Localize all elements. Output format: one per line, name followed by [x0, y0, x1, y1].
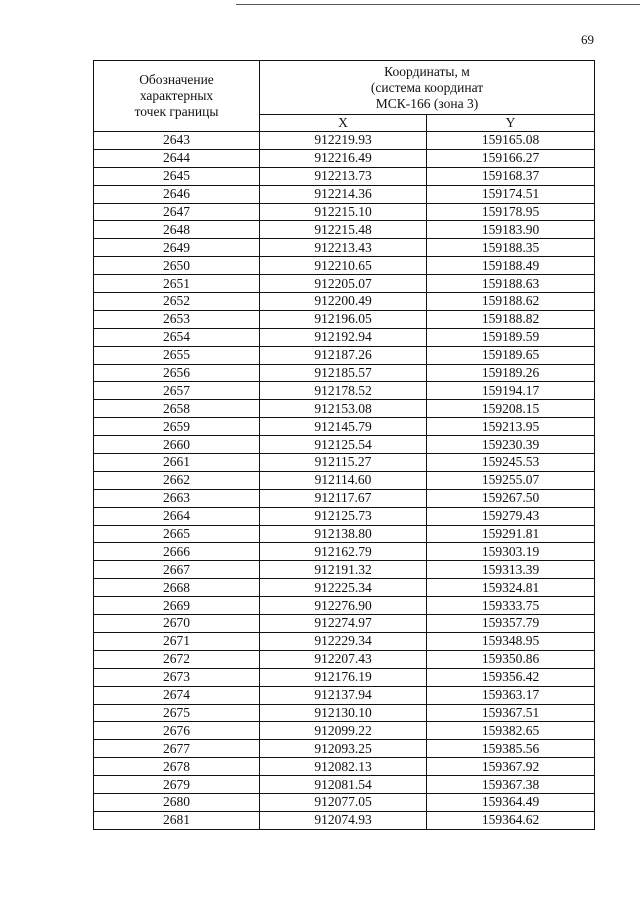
header-x: X: [260, 115, 427, 132]
x-cell: 912214.36: [260, 185, 427, 203]
x-cell: 912082.13: [260, 758, 427, 776]
y-cell: 159188.35: [427, 239, 595, 257]
table-row: [94, 203, 595, 221]
y-cell: 159367.92: [427, 758, 595, 776]
y-cell: 159208.15: [427, 400, 595, 418]
x-cell: 912137.94: [260, 686, 427, 704]
point-id-cell: 2658: [94, 400, 260, 418]
y-cell: 159245.53: [427, 454, 595, 472]
y-cell: 159363.17: [427, 686, 595, 704]
y-cell: 159168.37: [427, 167, 595, 185]
point-id-cell: 2657: [94, 382, 260, 400]
x-cell: 912210.65: [260, 257, 427, 275]
y-cell: 159189.26: [427, 364, 595, 382]
y-cell: 159385.56: [427, 740, 595, 758]
y-cell: 159382.65: [427, 722, 595, 740]
point-id-cell: 2665: [94, 525, 260, 543]
y-cell: 159279.43: [427, 507, 595, 525]
x-cell: 912114.60: [260, 471, 427, 489]
y-cell: 159367.51: [427, 704, 595, 722]
y-cell: 159188.82: [427, 310, 595, 328]
table-row: [94, 811, 595, 829]
x-cell: 912191.32: [260, 561, 427, 579]
x-cell: 912099.22: [260, 722, 427, 740]
point-id-cell: 2677: [94, 740, 260, 758]
y-cell: 159356.42: [427, 668, 595, 686]
table-row: [94, 597, 595, 615]
x-cell: 912176.19: [260, 668, 427, 686]
x-cell: 912162.79: [260, 543, 427, 561]
table-row: [94, 436, 595, 454]
x-cell: 912117.67: [260, 489, 427, 507]
x-cell: 912081.54: [260, 776, 427, 794]
point-id-cell: 2647: [94, 203, 260, 221]
table-row: [94, 489, 595, 507]
table-row: [94, 507, 595, 525]
point-id-cell: 2664: [94, 507, 260, 525]
point-id-cell: 2644: [94, 149, 260, 167]
y-cell: 159313.39: [427, 561, 595, 579]
table-row: [94, 758, 595, 776]
x-cell: 912125.73: [260, 507, 427, 525]
table-row: [94, 471, 595, 489]
point-id-cell: 2662: [94, 471, 260, 489]
point-id-cell: 2669: [94, 597, 260, 615]
y-cell: 159188.49: [427, 257, 595, 275]
x-cell: 912125.54: [260, 436, 427, 454]
table-body: [94, 132, 595, 830]
table-row: [94, 561, 595, 579]
header-row: [94, 61, 595, 115]
point-id-cell: 2655: [94, 346, 260, 364]
header-coord-line: (система координат: [370, 79, 484, 95]
point-id-cell: 2670: [94, 615, 260, 633]
point-id-cell: 2659: [94, 418, 260, 436]
point-id-cell: 2676: [94, 722, 260, 740]
table-row: [94, 722, 595, 740]
x-cell: 912276.90: [260, 597, 427, 615]
header-coord-line: Координаты, м: [384, 63, 470, 79]
point-id-cell: 2643: [94, 132, 260, 150]
table-row: [94, 543, 595, 561]
x-cell: 912185.57: [260, 364, 427, 382]
x-cell: 912192.94: [260, 328, 427, 346]
header-point-designation: [94, 61, 260, 132]
point-id-cell: 2648: [94, 221, 260, 239]
y-cell: 159213.95: [427, 418, 595, 436]
point-id-cell: 2649: [94, 239, 260, 257]
y-cell: 159166.27: [427, 149, 595, 167]
y-cell: 159194.17: [427, 382, 595, 400]
x-cell: 912196.05: [260, 310, 427, 328]
y-cell: 159174.51: [427, 185, 595, 203]
point-id-cell: 2654: [94, 328, 260, 346]
table-row: [94, 454, 595, 472]
header-y: Y: [427, 115, 595, 132]
x-cell: 912219.93: [260, 132, 427, 150]
point-id-cell: 2671: [94, 632, 260, 650]
y-cell: 159364.49: [427, 793, 595, 811]
y-cell: 159188.62: [427, 293, 595, 311]
point-id-cell: 2645: [94, 167, 260, 185]
table-row: [94, 132, 595, 150]
y-cell: 159165.08: [427, 132, 595, 150]
table-row: [94, 615, 595, 633]
y-cell: 159333.75: [427, 597, 595, 615]
header-point-line: точек границы: [134, 104, 219, 119]
header-point-line: характерных: [139, 88, 214, 103]
header-coord-line: МСК-166 (зона 3): [375, 95, 479, 111]
y-cell: 159178.95: [427, 203, 595, 221]
x-cell: 912207.43: [260, 650, 427, 668]
y-cell: 159267.50: [427, 489, 595, 507]
point-id-cell: 2679: [94, 776, 260, 794]
x-cell: 912213.43: [260, 239, 427, 257]
point-id-cell: 2681: [94, 811, 260, 829]
point-id-cell: 2663: [94, 489, 260, 507]
x-cell: 912229.34: [260, 632, 427, 650]
y-cell: 159367.38: [427, 776, 595, 794]
x-cell: 912213.73: [260, 167, 427, 185]
x-cell: 912138.80: [260, 525, 427, 543]
y-cell: 159255.07: [427, 471, 595, 489]
x-cell: 912200.49: [260, 293, 427, 311]
y-cell: 159291.81: [427, 525, 595, 543]
x-cell: 912205.07: [260, 275, 427, 293]
table-row: [94, 400, 595, 418]
table-row: [94, 364, 595, 382]
x-cell: 912077.05: [260, 793, 427, 811]
point-id-cell: 2668: [94, 579, 260, 597]
point-id-cell: 2673: [94, 668, 260, 686]
point-id-cell: 2675: [94, 704, 260, 722]
x-cell: 912178.52: [260, 382, 427, 400]
point-id-cell: 2650: [94, 257, 260, 275]
x-cell: 912115.27: [260, 454, 427, 472]
y-cell: 159189.59: [427, 328, 595, 346]
table-row: [94, 328, 595, 346]
y-cell: 159324.81: [427, 579, 595, 597]
table-row: [94, 167, 595, 185]
x-cell: 912074.93: [260, 811, 427, 829]
y-cell: 159230.39: [427, 436, 595, 454]
x-cell: 912274.97: [260, 615, 427, 633]
x-cell: 912215.10: [260, 203, 427, 221]
coordinates-table: [93, 60, 595, 830]
page-number: 69: [581, 32, 594, 47]
point-id-cell: 2674: [94, 686, 260, 704]
table-row: [94, 418, 595, 436]
table-row: [94, 346, 595, 364]
table-row: [94, 185, 595, 203]
point-id-cell: 2651: [94, 275, 260, 293]
y-cell: 159348.95: [427, 632, 595, 650]
table-row: [94, 275, 595, 293]
point-id-cell: 2667: [94, 561, 260, 579]
point-id-cell: 2656: [94, 364, 260, 382]
x-cell: 912216.49: [260, 149, 427, 167]
table-row: [94, 650, 595, 668]
table-row: [94, 293, 595, 311]
table-row: [94, 149, 595, 167]
table-row: [94, 382, 595, 400]
table-row: [94, 579, 595, 597]
x-cell: 912153.08: [260, 400, 427, 418]
table-row: [94, 310, 595, 328]
table-header: [94, 61, 595, 132]
table-row: [94, 257, 595, 275]
table-row: [94, 239, 595, 257]
y-cell: 159183.90: [427, 221, 595, 239]
table-row: [94, 793, 595, 811]
point-id-cell: 2680: [94, 793, 260, 811]
y-cell: 159357.79: [427, 615, 595, 633]
x-cell: 912093.25: [260, 740, 427, 758]
table-row: [94, 668, 595, 686]
x-cell: 912225.34: [260, 579, 427, 597]
point-id-cell: 2652: [94, 293, 260, 311]
table-row: [94, 221, 595, 239]
table-row: [94, 686, 595, 704]
x-cell: 912215.48: [260, 221, 427, 239]
point-id-cell: 2646: [94, 185, 260, 203]
header-point-line: Обозначение: [139, 72, 214, 87]
point-id-cell: 2678: [94, 758, 260, 776]
x-cell: 912187.26: [260, 346, 427, 364]
y-cell: 159350.86: [427, 650, 595, 668]
table-row: [94, 740, 595, 758]
table-row: [94, 776, 595, 794]
point-id-cell: 2672: [94, 650, 260, 668]
table-row: [94, 632, 595, 650]
y-cell: 159188.63: [427, 275, 595, 293]
x-cell: 912145.79: [260, 418, 427, 436]
y-cell: 159303.19: [427, 543, 595, 561]
table-row: [94, 704, 595, 722]
top-rule: [236, 4, 640, 5]
y-cell: 159189.65: [427, 346, 595, 364]
point-id-cell: 2660: [94, 436, 260, 454]
table-row: [94, 525, 595, 543]
header-coordinates: [260, 61, 595, 115]
point-id-cell: 2661: [94, 454, 260, 472]
point-id-cell: 2653: [94, 310, 260, 328]
point-id-cell: 2666: [94, 543, 260, 561]
y-cell: 159364.62: [427, 811, 595, 829]
x-cell: 912130.10: [260, 704, 427, 722]
